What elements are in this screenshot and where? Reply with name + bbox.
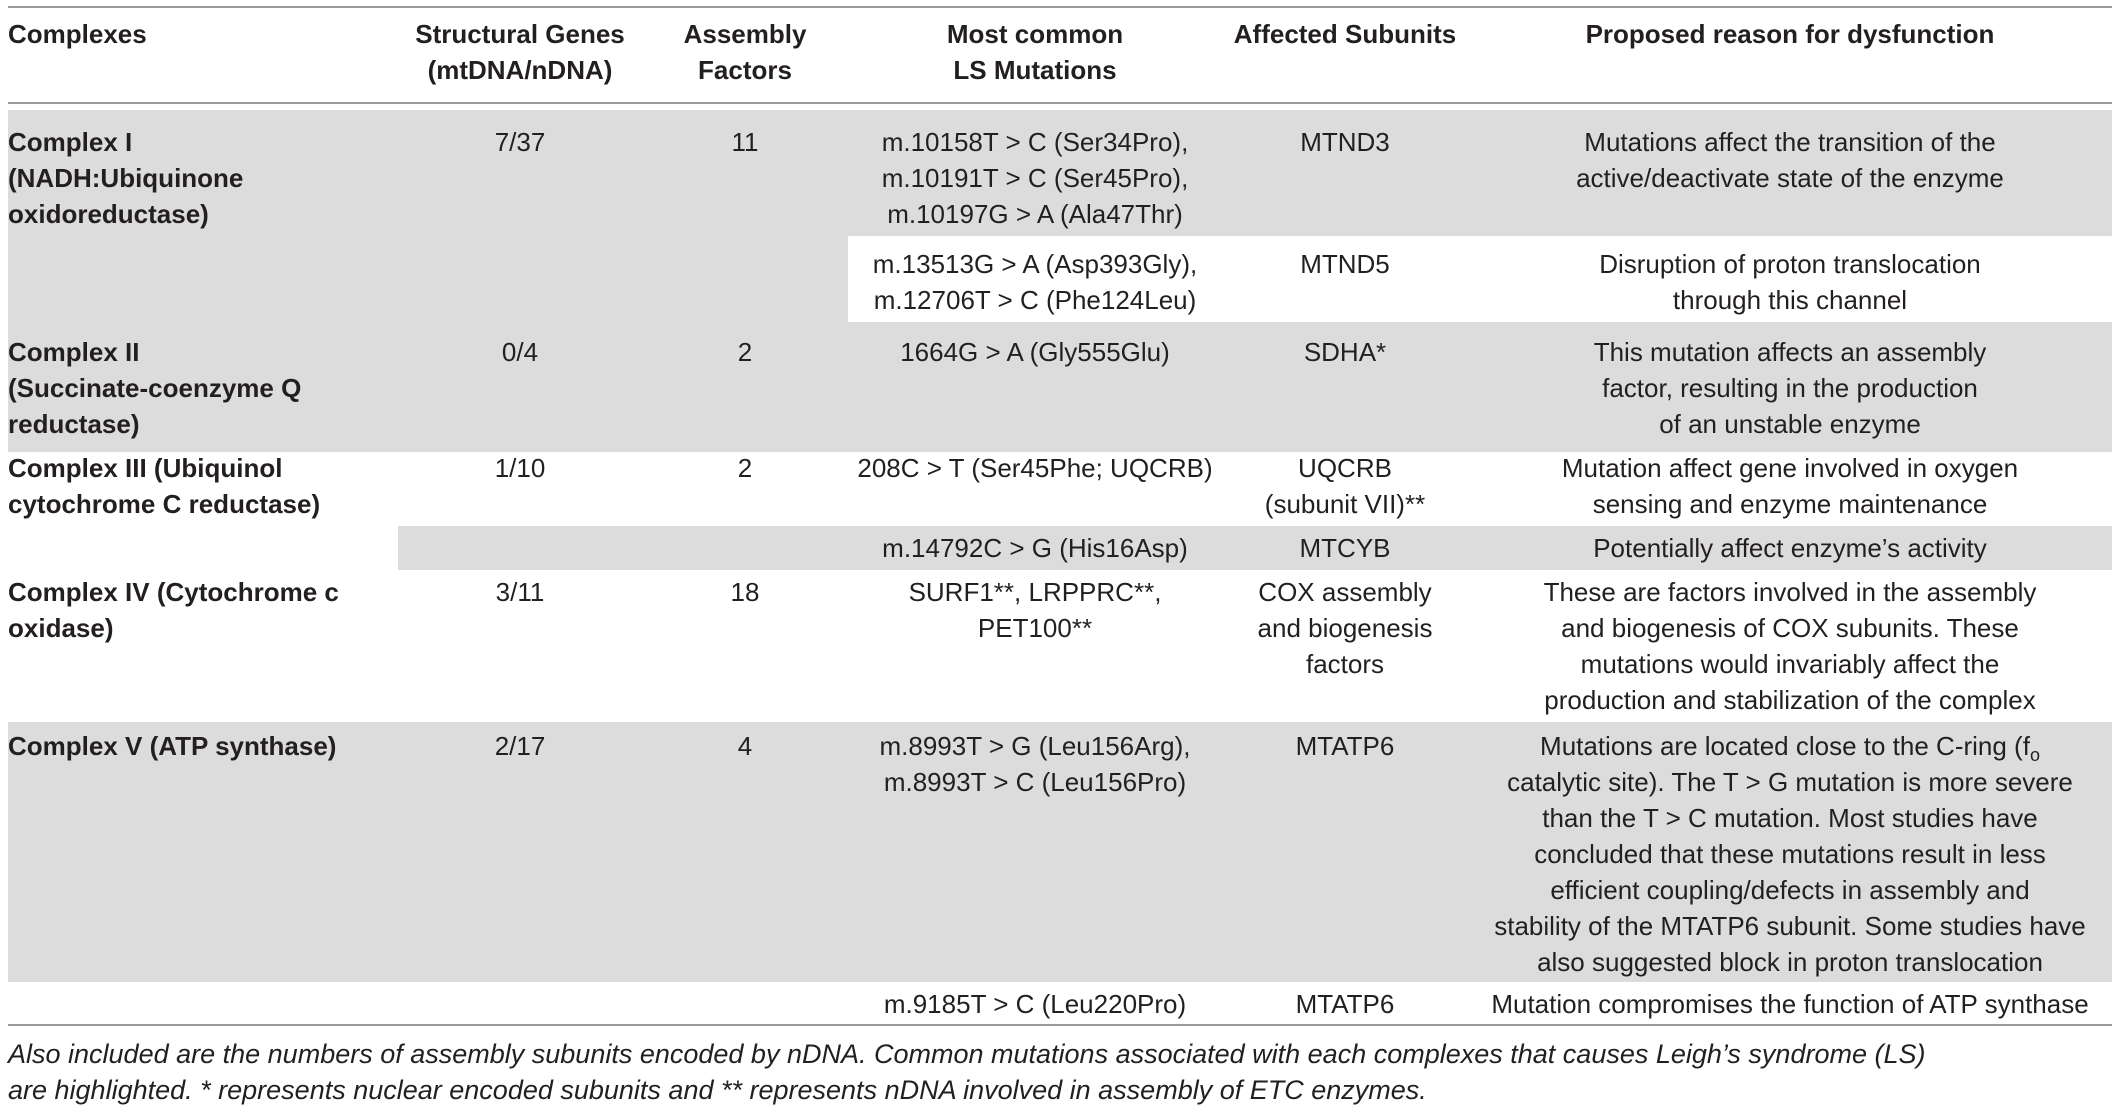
complex-5-assembly-factors: 4 — [737, 731, 753, 761]
complex-2-reason: This mutation affects an assembly factor, resulting in the production of an unstable enzyme — [1593, 337, 1987, 439]
complex-3-subunit-b: MTCYB — [1299, 533, 1391, 563]
complex-5-mutations-b: m.9185T > C (Leu220Pro) — [883, 989, 1187, 1019]
complex-2-assembly-factors: 2 — [737, 337, 753, 367]
complex-2-name: Complex II (Succinate-coenzyme Q reductase) — [8, 337, 302, 439]
complex-4-name: Complex IV (Cytochrome c oxidase) — [8, 577, 339, 643]
complex-5-reason-a: Mutations are located close to the C-ring ($f_o$ catalytic site). The T > G mutation is more severe than the T > C mutation. Most studies have concluded that these mutations result in less efficient coupling/defects in assembly and stability of the MTATP6 subunit. Some studies have also suggested block in proton translocation — [1494, 731, 2086, 977]
complex-5-name: Complex V (ATP synthase) — [8, 731, 337, 761]
complex-1-assembly-factors: 11 — [731, 127, 759, 157]
table-top-rule — [8, 6, 2112, 8]
complex-4-assembly-factors: 18 — [730, 577, 760, 607]
table-footnote-line-1: Also included are the numbers of assembly subunits encoded by nDNA. Common mutations associated with each complexes that causes Leigh’s syndrome (LS) — [8, 1039, 1926, 1069]
header-affected-subunits: Affected Subunits — [1233, 19, 1457, 49]
complex-5-mutations-a: m.8993T > G (Leu156Arg), m.8993T > C (Leu156Pro) — [879, 731, 1191, 797]
complex-1-name: Complex I (NADH:Ubiquinone oxidoreductase) — [8, 127, 244, 229]
complex-2-structural-genes: 0/4 — [501, 337, 539, 367]
header-bottom-rule — [8, 102, 2112, 104]
complex-2-subunit: SDHA* — [1303, 337, 1387, 367]
complex-3-reason-a: Mutation affect gene involved in oxygen sensing and enzyme maintenance — [1561, 453, 2019, 519]
table-bottom-rule — [8, 1024, 2112, 1026]
complex-1-subunit-a: MTND3 — [1300, 127, 1390, 157]
complex-4-reason: These are factors involved in the assembly and biogenesis of COX subunits. These mutations would invariably affect the production and stabilization of the complex — [1543, 577, 2037, 715]
header-structural-genes: Structural Genes (mtDNA/nDNA) — [415, 19, 625, 85]
complex-5-structural-genes: 2/17 — [494, 731, 546, 761]
complex-1-mutations-b: m.13513G > A (Asp393Gly), m.12706T > C (Phe124Leu) — [872, 249, 1198, 315]
complex-3-assembly-factors: 2 — [737, 453, 753, 483]
complex-1-reason-b: Disruption of proton translocation through this channel — [1599, 249, 1981, 315]
complex-1-structural-genes: 7/37 — [494, 127, 546, 157]
complex-3-structural-genes: 1/10 — [494, 453, 546, 483]
complex-1-subunit-b: MTND5 — [1300, 249, 1390, 279]
header-ls-mutations: Most common LS Mutations — [946, 19, 1124, 85]
complex-4-mutations: SURF1**, LRPPRC**, PET100** — [908, 577, 1162, 643]
complex-5-reason-b: Mutation compromises the function of ATP synthase — [1491, 989, 2089, 1019]
complex-4-structural-genes: 3/11 — [495, 577, 545, 607]
complex-2-mutations: 1664G > A (Gly555Glu) — [900, 337, 1170, 367]
complex-1-reason-a: Mutations affect the transition of the active/deactivate state of the enzyme — [1576, 127, 2004, 193]
highlight-complex-1-lower — [8, 236, 848, 322]
header-complexes: Complexes — [8, 19, 147, 49]
complex-1-mutations-a: m.10158T > C (Ser34Pro), m.10191T > C (Ser45Pro), m.10197G > A (Ala47Thr) — [881, 127, 1189, 229]
complex-4-subunit: COX assembly and biogenesis factors — [1257, 577, 1433, 679]
complex-3-mutations-a: 208C > T (Ser45Phe; UQCRB) — [857, 453, 1213, 483]
complex-3-reason-b: Potentially affect enzyme’s activity — [1593, 533, 1987, 563]
complex-5-subunit-a: MTATP6 — [1295, 731, 1395, 761]
header-proposed-reason: Proposed reason for dysfunction — [1585, 19, 1995, 49]
complex-3-subunit-a: UQCRB (subunit VII)** — [1264, 453, 1426, 519]
complex-5-subunit-b: MTATP6 — [1295, 989, 1395, 1019]
complex-3-mutations-b: m.14792C > G (His16Asp) — [882, 533, 1188, 563]
header-assembly-factors: Assembly Factors — [683, 19, 807, 85]
table-footnote-line-2: are highlighted. * represents nuclear encoded subunits and ** represents nDNA involved in assembly of ETC enzymes. — [8, 1075, 1427, 1105]
complex-3-name: Complex III (Ubiquinol cytochrome C reductase) — [8, 453, 321, 519]
